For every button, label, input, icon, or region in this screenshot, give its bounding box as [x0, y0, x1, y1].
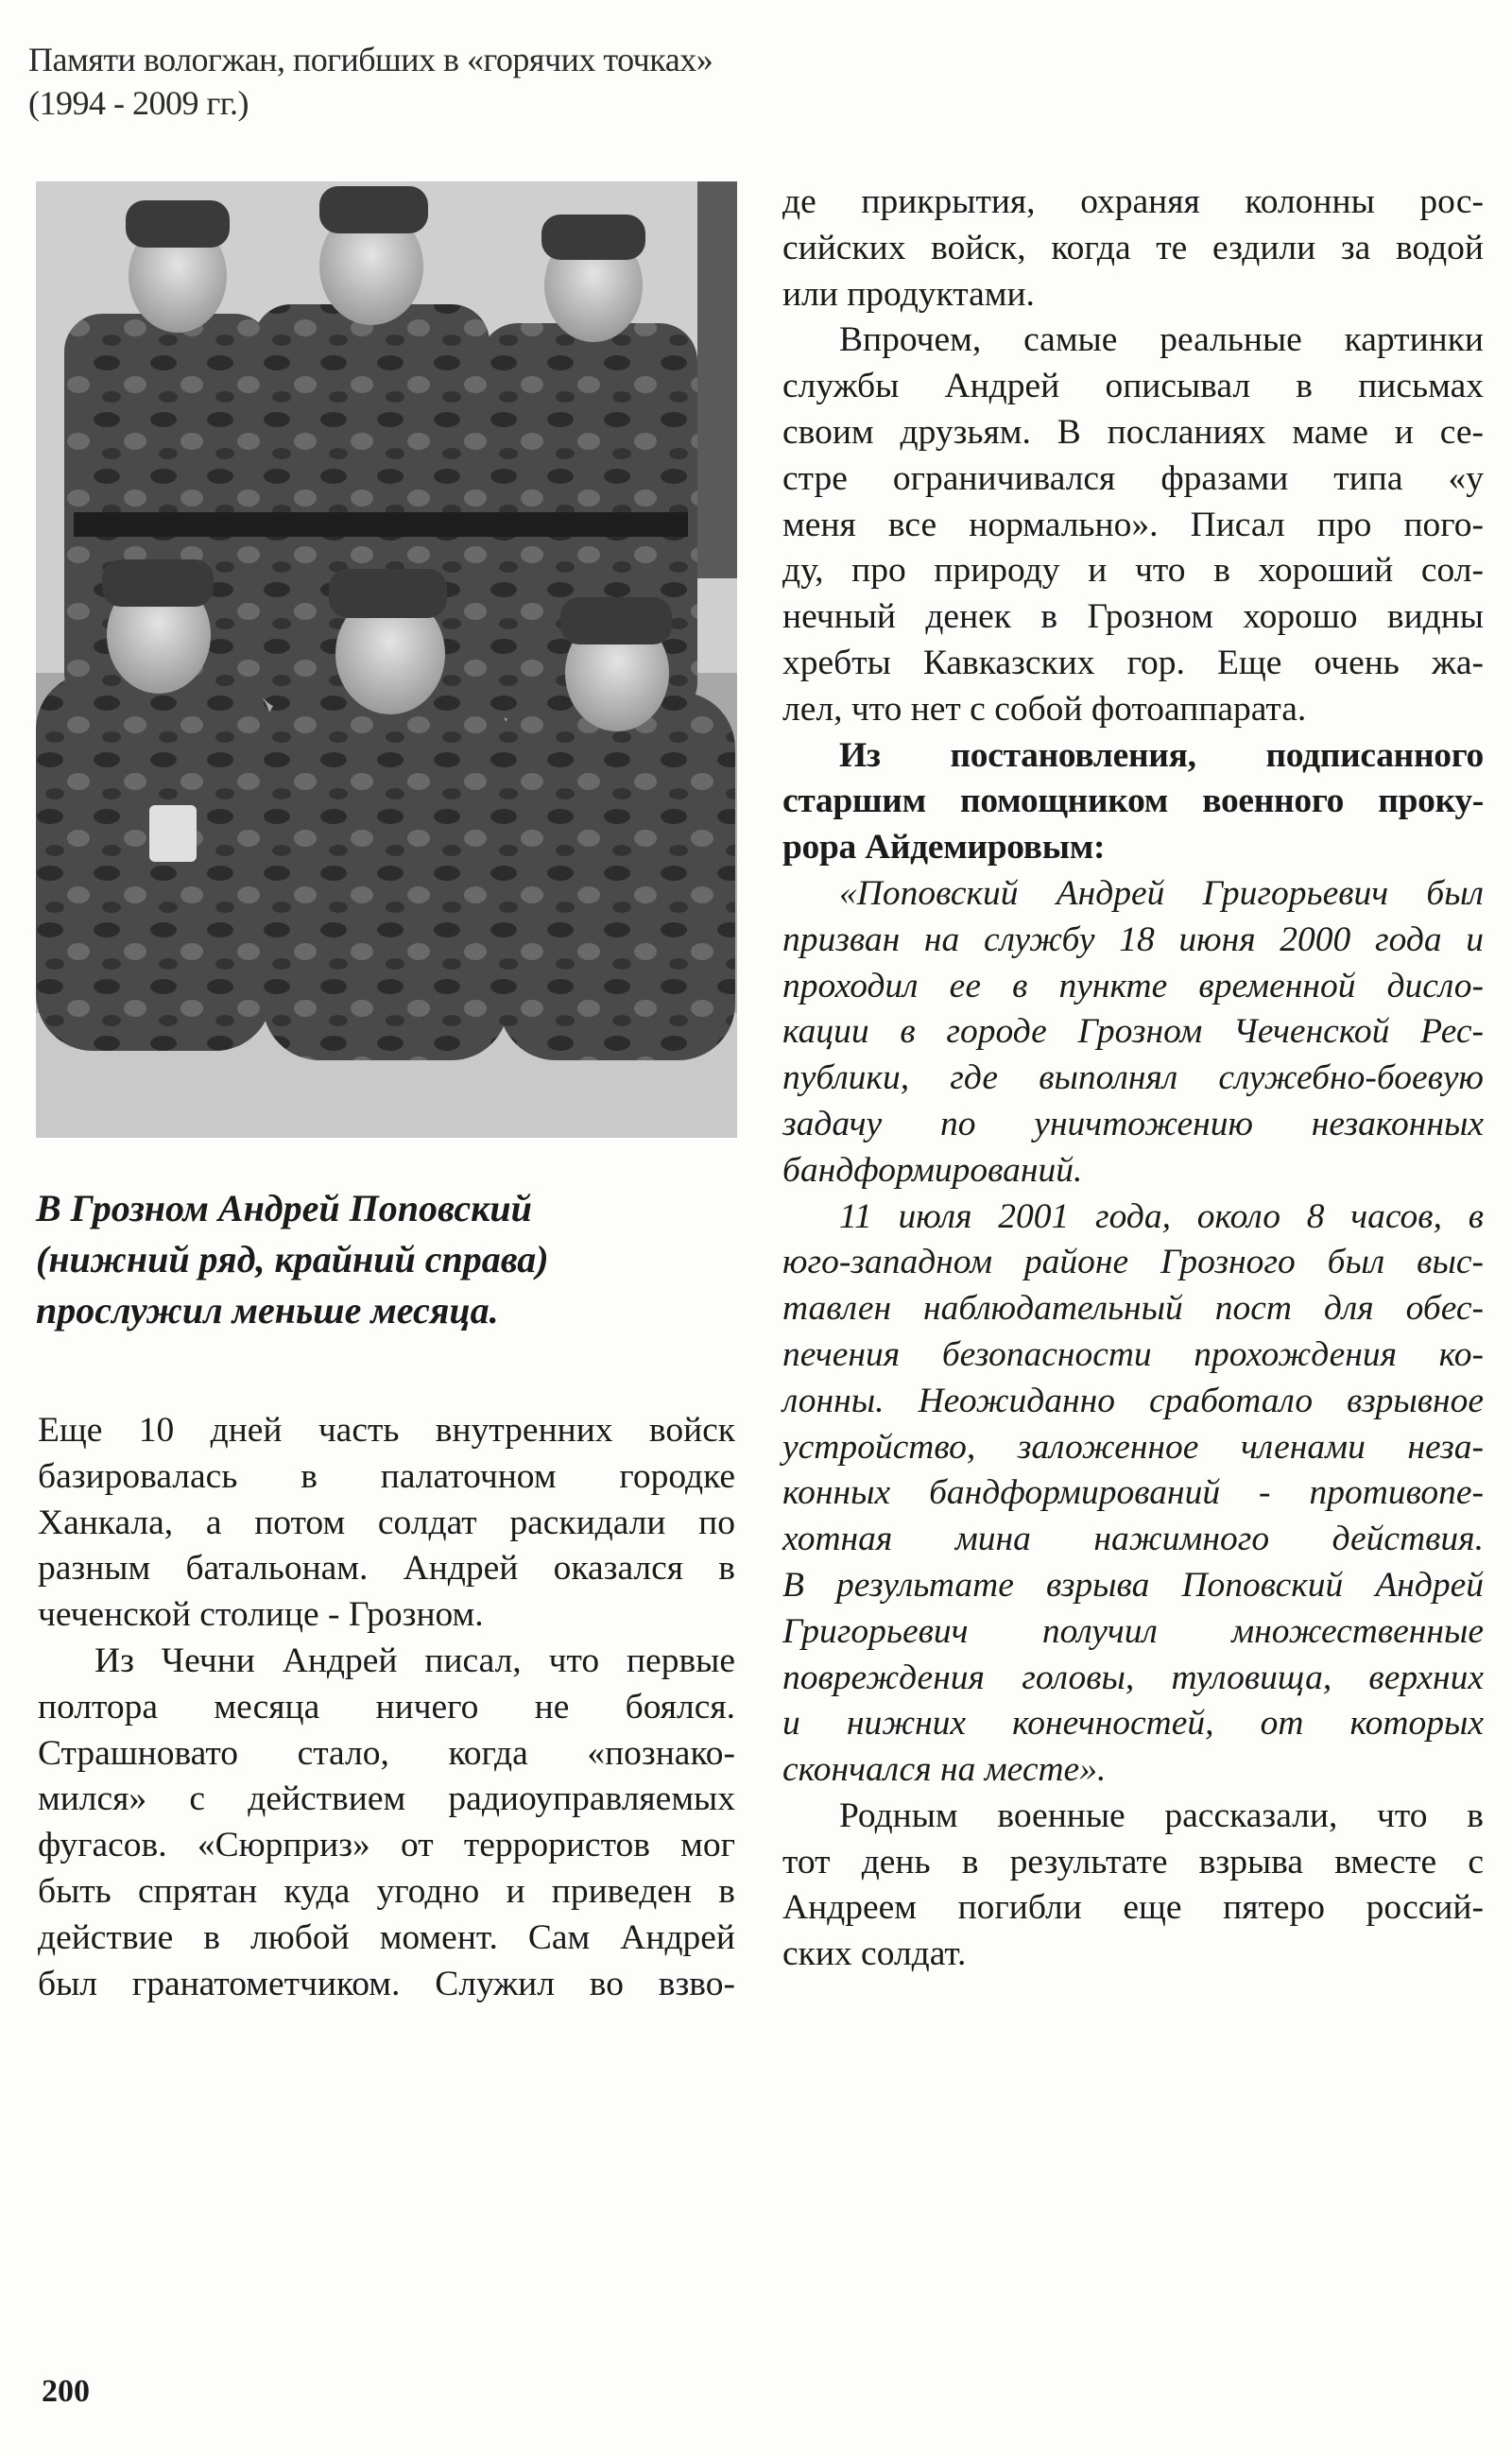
text-line: В результате взрыва Поповский Андрей — [782, 1565, 1484, 1605]
paragraph — [782, 180, 1484, 318]
text-line: устройство, заложенное членами неза- — [782, 1427, 1484, 1467]
text-line: и нижних конечностей, от которых — [782, 1704, 1484, 1744]
text-line: быть спрятан куда угодно и приведен в — [38, 1871, 735, 1911]
quote-heading — [782, 733, 1484, 871]
text-line: конных бандформирований - противопе- — [782, 1473, 1484, 1513]
text-line: базировалась в палаточном городке — [38, 1456, 735, 1496]
text-line: чеченской столице - Грозном. — [38, 1595, 484, 1635]
text-line: полтора месяца ничего не боялся. — [38, 1687, 735, 1727]
header-line-1: Памяти вологжан, погибших в «горячих точках» — [28, 41, 713, 78]
text-line: действие в любой момент. Сам Андрей — [38, 1917, 735, 1957]
paragraph — [38, 1408, 735, 1639]
text-line: Григорьевич получил множественные — [782, 1611, 1484, 1651]
text-line: разным батальонам. Андрей оказался в — [38, 1549, 735, 1589]
text-line: старшим помощником военного проку- — [782, 782, 1484, 821]
paragraph — [782, 1794, 1484, 1978]
text-line: «Поповский Андрей Григорьевич был — [839, 873, 1484, 913]
caption-line: В Грозном Андрей Поповский — [36, 1187, 532, 1229]
text-line: Родным военные рассказали, что в — [839, 1796, 1484, 1835]
text-line: ских солдат. — [782, 1934, 967, 1974]
text-line: 11 июля 2001 года, около 8 часов, в — [839, 1196, 1484, 1236]
text-line: меня все нормально». Писал про пого- — [782, 505, 1484, 544]
header-line-2: (1994 - 2009 гг.) — [28, 84, 249, 122]
right-text-column — [782, 180, 1484, 1978]
text-line: тавлен наблюдательный пост для обес- — [782, 1289, 1484, 1329]
text-line: или продуктами. — [782, 274, 1035, 314]
text-line: повреждения головы, туловища, верхних — [782, 1658, 1484, 1697]
text-line: Андреем погибли еще пятеро россий- — [782, 1888, 1484, 1928]
text-line: хотная мина нажимного действия. — [782, 1520, 1484, 1559]
text-line: тот день в результате взрыва вместе с — [782, 1842, 1484, 1881]
text-line: задачу по уничтожению незаконных — [782, 1104, 1484, 1143]
text-line: лонны. Неожиданно сработало взрывное — [782, 1381, 1484, 1420]
page-number: 200 — [42, 2374, 90, 2409]
text-line: призван на службу 18 июня 2000 года и — [782, 919, 1484, 959]
text-line: сийских войск, когда те ездили за водой — [782, 228, 1484, 267]
text-line: де прикрытия, охраняя колонны рос- — [782, 182, 1484, 221]
text-line: был гранатометчиком. Служил во взво- — [38, 1964, 735, 2003]
text-line: печения безопасности прохождения ко- — [782, 1334, 1484, 1374]
text-line: проходил ее в пункте временной дисло- — [782, 966, 1484, 1005]
text-line: службы Андрей описывал в письмах — [782, 367, 1484, 406]
text-line: публики, где выполнял служебно-боевую — [782, 1058, 1484, 1098]
text-line: бандформирований. — [782, 1150, 1083, 1190]
text-line: Еще 10 дней часть внутренних войск — [38, 1411, 735, 1450]
caption-line: прослужил меньше месяца. — [36, 1289, 499, 1332]
text-line: ду, про природу и что в хороший сол- — [782, 551, 1484, 591]
running-header — [28, 38, 879, 125]
text-line: лел, что нет с собой фотоаппарата. — [782, 689, 1307, 729]
text-line: Из Чечни Андрей писал, что первые — [94, 1641, 735, 1680]
text-line: нечный денек в Грозном хорошо видны — [782, 597, 1484, 637]
caption-line: (нижний ряд, крайний справа) — [36, 1238, 549, 1280]
text-line: кации в городе Грозном Чеченской Рес- — [782, 1012, 1484, 1052]
text-line: скончался на месте». — [782, 1750, 1107, 1790]
text-line: Ханкала, а потом солдат раскидали по — [38, 1503, 735, 1542]
text-line: мился» с действием радиоуправляемых — [38, 1779, 735, 1819]
quote-paragraph — [782, 871, 1484, 1194]
photo-caption — [36, 1183, 735, 1336]
paragraph — [782, 318, 1484, 732]
text-line: рора Айдемировым: — [782, 828, 1106, 868]
paragraph — [38, 1639, 735, 2007]
text-line: юго-западном районе Грозного был выс- — [782, 1243, 1484, 1282]
group-photo — [36, 181, 737, 1138]
text-line: Из постановления, подписанного — [839, 735, 1484, 775]
text-line: Впрочем, самые реальные картинки — [839, 320, 1484, 360]
text-line: фугасов. «Сюрприз» от террористов мог — [38, 1826, 735, 1865]
quote-paragraph — [782, 1194, 1484, 1794]
left-text-column — [38, 1408, 735, 2007]
group-photo-illustration — [36, 181, 737, 1138]
text-line: Страшновато стало, когда «познако- — [38, 1733, 735, 1773]
text-line: хребты Кавказских гор. Еще очень жа- — [782, 643, 1484, 682]
text-line: стре ограничивался фразами типа «у — [782, 458, 1484, 498]
text-line: своим друзьям. В посланиях маме и се- — [782, 412, 1484, 452]
